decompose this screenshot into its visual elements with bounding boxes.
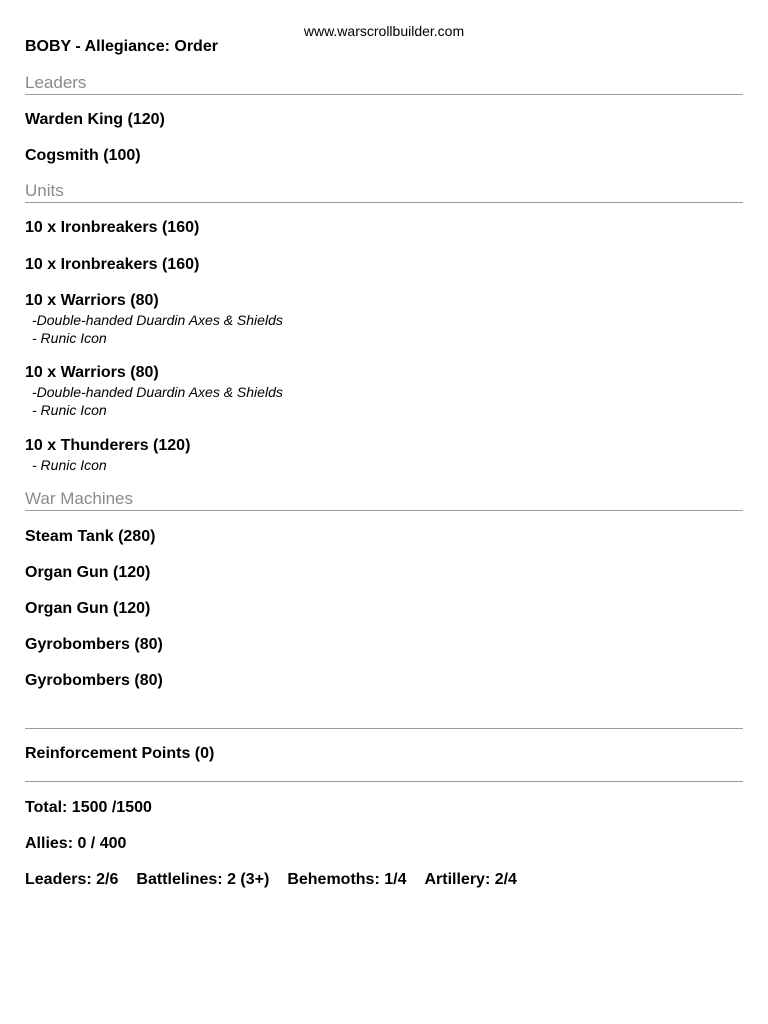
war-machine-entry: Gyrobombers (80)	[25, 636, 163, 653]
behemoths-count: Behemoths: 1/4	[287, 871, 407, 888]
divider	[25, 781, 743, 782]
war-machine-entry: Gyrobombers (80)	[25, 672, 163, 689]
total-points: Total: 1500 /1500	[25, 799, 152, 816]
unit-entry: 10 x Ironbreakers (160)	[25, 256, 200, 273]
unit-option: - Runic Icon	[32, 402, 107, 418]
war-machine-entry: Organ Gun (120)	[25, 600, 151, 617]
unit-option: - Runic Icon	[32, 330, 107, 346]
unit-entry: 10 x Warriors (80)	[25, 292, 159, 309]
unit-option: - Runic Icon	[32, 457, 107, 473]
role-summary	[25, 870, 517, 890]
reinforcement-points: Reinforcement Points (0)	[25, 745, 215, 762]
unit-entry: 10 x Ironbreakers (160)	[25, 219, 200, 236]
unit-entry: 10 x Thunderers (120)	[25, 437, 191, 454]
unit-entry: 10 x Warriors (80)	[25, 364, 159, 381]
war-machine-entry: Steam Tank (280)	[25, 528, 156, 545]
artillery-count: Artillery: 2/4	[424, 871, 517, 888]
section-header-leaders: Leaders	[25, 73, 743, 95]
war-machine-entry: Organ Gun (120)	[25, 564, 151, 581]
unit-option: -Double-handed Duardin Axes & Shields	[32, 384, 283, 400]
leaders-count: Leaders: 2/6	[25, 871, 119, 888]
section-header-units: Units	[25, 181, 743, 203]
site-url[interactable]: www.warscrollbuilder.com	[303, 23, 465, 39]
section-header-war-machines: War Machines	[25, 489, 743, 511]
leader-entry: Cogsmith (100)	[25, 147, 141, 164]
allies-points: Allies: 0 / 400	[25, 835, 127, 852]
divider	[25, 728, 743, 729]
unit-option: -Double-handed Duardin Axes & Shields	[32, 312, 283, 328]
army-title: BOBY - Allegiance: Order	[25, 38, 218, 55]
leader-entry: Warden King (120)	[25, 111, 165, 128]
battlelines-count: Battlelines: 2 (3+)	[136, 871, 270, 888]
